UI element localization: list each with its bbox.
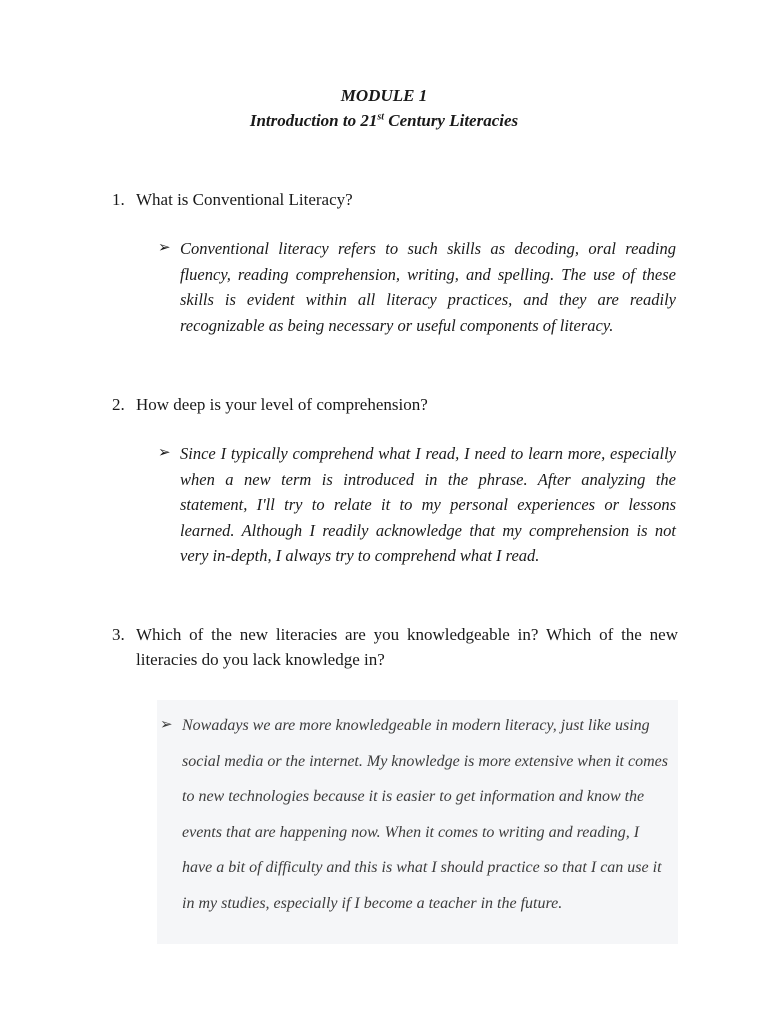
question-text: Which of the new literacies are you knowledgeable in? Which of the new literacies do you lack knowledge in? [136,625,678,669]
question-number: 1. [112,190,125,209]
arrow-bullet-icon: ➢ [158,240,171,256]
answer-2 [158,441,676,569]
answer-text: Nowadays we are more knowledgeable in modern literacy, just like using social media or the internet. My knowledge is more extensive when it comes to new technologies because it is easier to get information and know the events that are happening now. When it comes to writing and reading, I have a bit of difficulty and this is what I should practice so that I can use it in my studies, especially if I become a teacher in the future. [182,717,668,912]
arrow-bullet-icon: ➢ [158,445,171,461]
arrow-bullet-icon: ➢ [160,717,173,733]
answer-text: Conventional literacy refers to such skills as decoding, oral reading fluency, reading comprehension, writing, and spelling. The use of these skills is evident within all literacy practices, and they are readily recognizable as being necessary or useful components of literacy. [180,239,676,335]
question-text: How deep is your level of comprehension? [136,395,428,414]
module-title: MODULE 1 [340,86,428,105]
module-subtitle [0,111,768,131]
answer-1 [158,236,676,338]
answer-3 [160,708,668,921]
question-number: 3. [112,625,125,644]
question-number: 2. [112,395,125,414]
question-2 [112,392,678,417]
question-1 [112,187,678,212]
subtitle-prefix: Introduction to 21 [249,111,378,130]
subtitle-suffix: Century Literacies [384,111,519,130]
subtitle-superscript: st [377,111,385,123]
question-3 [112,622,678,672]
answer-text: Since I typically comprehend what I read, I need to learn more, especially when a new term is introduced in the phrase. After analyzing the statement, I'll try to relate it to my personal experiences or lessons learned. Although I readily acknowledge that my comprehension is not very in-depth, I always try to comprehend what I read. [180,444,676,566]
question-text: What is Conventional Literacy? [136,190,353,209]
